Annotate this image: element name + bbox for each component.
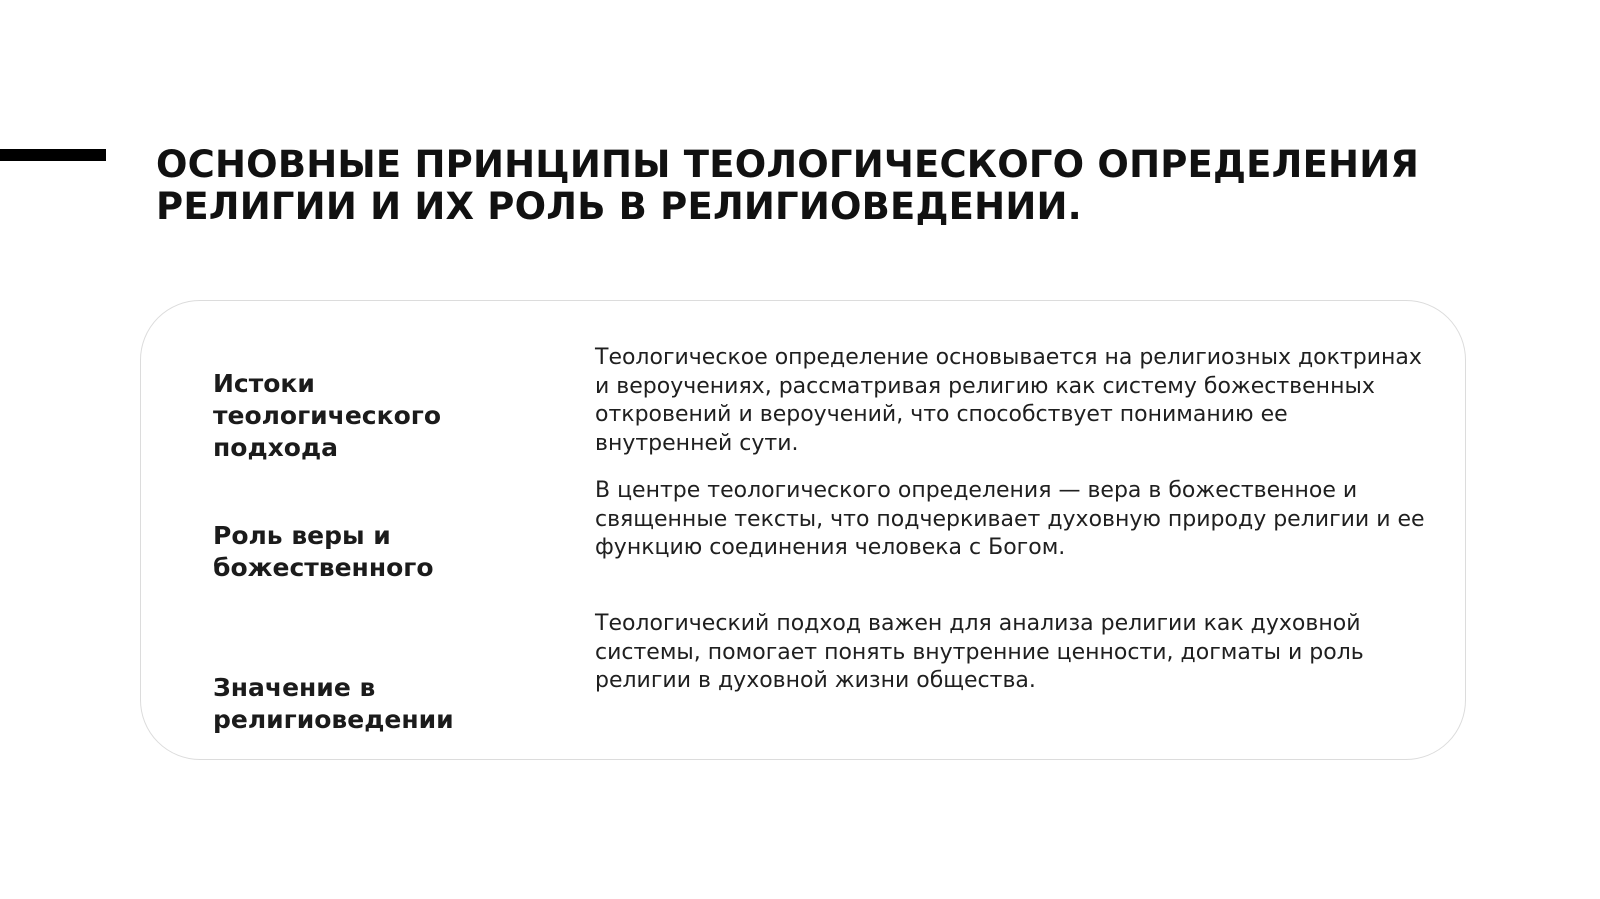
- heading-line: религиоведении: [213, 705, 454, 734]
- item-heading-significance: [213, 672, 454, 736]
- item-text-significance: [595, 610, 1445, 696]
- text-line: священные тексты, что подчеркивает духовную природу религии и ее: [595, 506, 1425, 532]
- heading-line: Роль веры и: [213, 521, 391, 550]
- text-line: Теологическое определение основывается на религиозных доктринах: [595, 345, 1422, 370]
- heading-line: Истоки: [213, 369, 315, 398]
- text-line: внутренней сути.: [595, 430, 799, 456]
- heading-line: подхода: [213, 433, 338, 462]
- accent-bar: [0, 149, 106, 161]
- slide-title: [156, 144, 1556, 228]
- heading-line: божественного: [213, 553, 434, 582]
- text-line: функцию соединения человека с Богом.: [595, 535, 1066, 560]
- slide-title-line-1: ОСНОВНЫЕ ПРИНЦИПЫ ТЕОЛОГИЧЕСКОГО ОПРЕДЕЛЕНИЯ: [156, 143, 1420, 186]
- item-heading-origins: [213, 368, 441, 464]
- item-text-origins: [595, 344, 1445, 458]
- heading-line: Значение в: [213, 673, 376, 702]
- item-heading-faith: [213, 520, 434, 584]
- slide-title-line-2: РЕЛИГИИ И ИХ РОЛЬ В РЕЛИГИОВЕДЕНИИ.: [156, 185, 1082, 228]
- text-line: и вероучениях, рассматривая религию как систему божественных: [595, 373, 1375, 399]
- text-line: религии в духовной жизни общества.: [595, 668, 1036, 693]
- text-line: В центре теологического определения — вера в божественное и: [595, 478, 1358, 503]
- text-line: системы, помогает понять внутренние ценности, догматы и роль: [595, 639, 1364, 665]
- text-line: Теологический подход важен для анализа религии как духовной: [595, 611, 1361, 636]
- heading-line: теологического: [213, 401, 442, 430]
- item-text-faith: [595, 477, 1445, 563]
- text-line: откровений и вероучений, что способствует пониманию ее: [595, 402, 1288, 427]
